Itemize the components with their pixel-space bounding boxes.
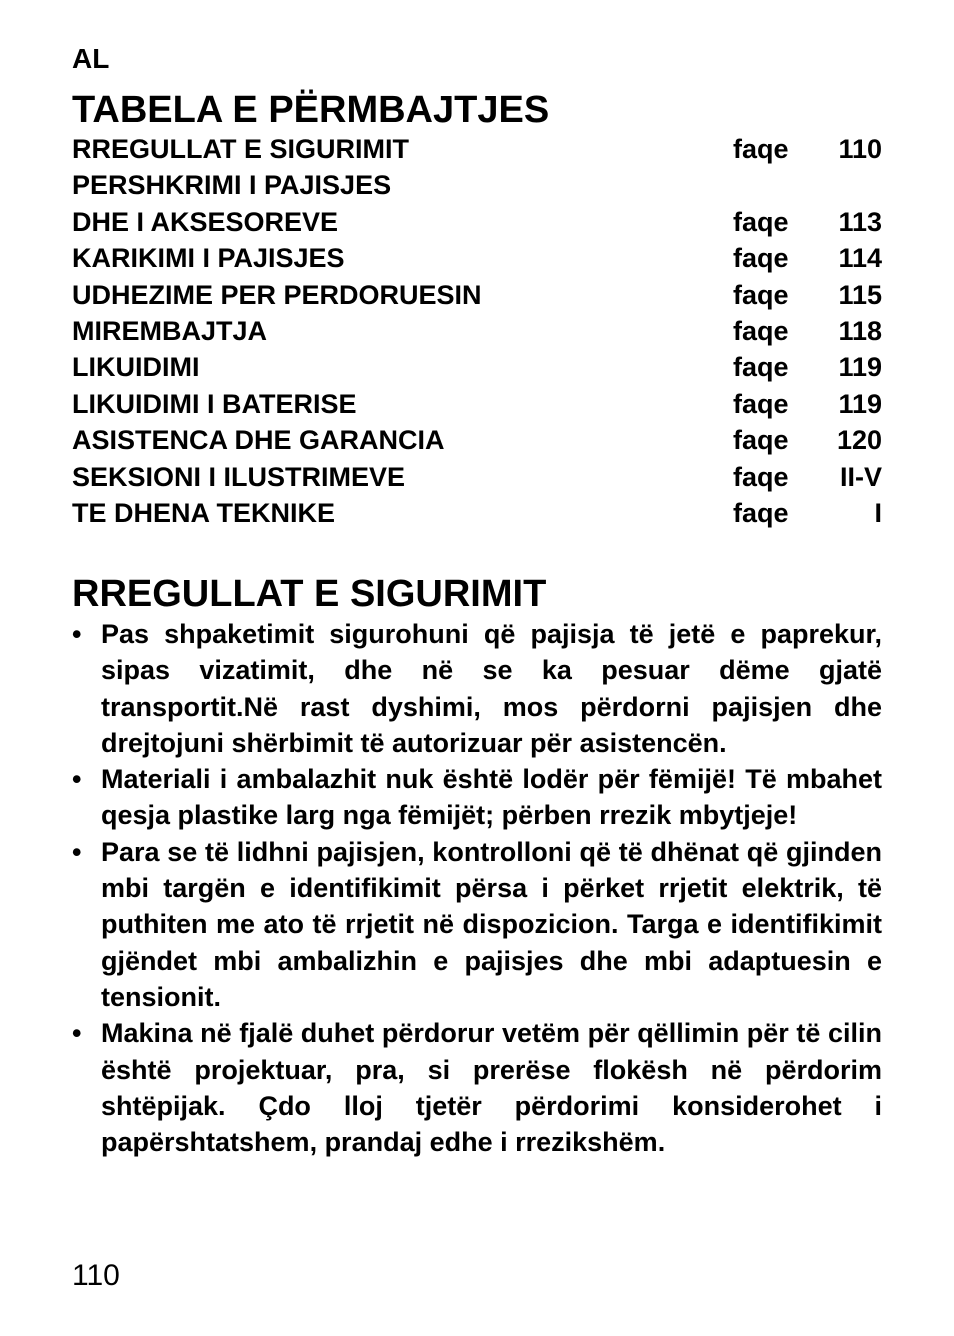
list-item-text: Pas shpaketimit sigurohuni që pajisja të jetë e paprekur, sipas vizatimit, dhe në se ka pesuar dëme gjatë transportit.Në rast dyshimi, mos përdorni pajisjen dhe drejtojuni shërbimit të autorizuar për asistencën. [101,619,882,758]
list-item-text: Materiali i ambalazhit nuk është lodër për fëmijë! Të mbahet qesja plastike larg nga fëmijët; përben rrezik mbytjeje! [101,764,882,831]
toc-row-faqe: faqe [733,388,789,419]
toc-row-page: 113 [838,206,882,237]
bullet-symbol: • [72,619,82,649]
toc-row-label: SEKSIONI I ILUSTRIMEVE [72,461,406,492]
toc-row-label: UDHEZIME PER PERDORUESIN [72,279,482,310]
bullet-symbol: • [72,764,82,795]
toc-row-page: 115 [838,279,882,310]
toc-row [72,313,882,349]
list-item [72,616,882,761]
toc-row [72,386,882,422]
list-item [72,761,882,834]
list-item [72,1015,882,1160]
list-item [72,834,882,1015]
bullet-symbol: • [72,836,82,867]
toc-row-page: 114 [838,243,882,274]
toc-row-label: ASISTENCA DHE GARANCIA [72,425,445,456]
toc-title: TABELA E PËRMBAJTJES [72,89,550,131]
toc-row [72,240,882,276]
toc-row-label: RREGULLAT E SIGURIMIT [72,134,409,164]
toc-row-faqe: faqe [733,243,789,274]
toc-row-label: TE DHENA TEKNIKE [72,497,336,528]
toc-row-page: II-V [839,461,882,492]
toc-row-faqe: faqe [733,497,789,528]
toc-row [72,459,882,495]
toc-row [72,204,882,240]
safety-list [72,616,882,1160]
toc-row [72,349,882,385]
toc-row-label: PERSHKRIMI I PAJISJES [72,170,392,201]
safety-section-title: RREGULLAT E SIGURIMIT [72,573,547,615]
bullet-symbol: • [72,1018,82,1049]
toc-row-page: I [874,497,882,528]
list-item-text: Makina në fjalë duhet përdorur vetëm për qëllimin për të cilin është projektuar, pra, si prerëse flokësh në përdorim shtëpijak. Çdo lloj tjetër përdorimi konsiderohet i papërshtatshem, prandaj edhe i rrezikshëm. [101,1018,882,1158]
toc-row [72,277,882,313]
toc-row-page: 118 [838,315,882,346]
toc-row [72,495,882,531]
toc-row-faqe: faqe [733,134,789,164]
list-item-text: Para se të lidhni pajisjen, kontrolloni që të dhënat që gjinden mbi targën e identifikimit përsa i përket rrjetit elektrik, të puthiten me ato të rrjetit në dispozicion. Targa e identifikimit gjëndet mbi ambalizhin e pajisjes dhe mbi adaptuesin e tensionit. [101,836,882,1012]
toc-row-faqe: faqe [733,425,789,456]
page-number: 110 [72,1259,120,1292]
toc-row-faqe: faqe [733,315,789,346]
toc-row-page: 120 [836,425,882,456]
toc-row-label: LIKUIDIMI I BATERISE [72,388,357,419]
toc-row-page: 119 [838,388,882,419]
toc-row-faqe: faqe [733,461,789,492]
toc-row-faqe: faqe [733,279,789,310]
toc-row [72,167,882,203]
toc-row-label: LIKUIDIMI [72,352,200,383]
toc-row-faqe: faqe [733,206,789,237]
toc-row-label: KARIKIMI I PAJISJES [72,243,345,274]
toc-row-label: MIREMBAJTJA [72,315,268,346]
toc-row-label: DHE I AKSESOREVE [72,206,339,237]
toc-row-page: 119 [838,352,882,383]
toc-row [72,131,882,167]
toc-row-faqe: faqe [733,352,789,383]
table-of-contents [72,131,882,531]
toc-row-page: 110 [838,134,882,164]
language-code: AL [72,43,110,74]
toc-row [72,422,882,458]
